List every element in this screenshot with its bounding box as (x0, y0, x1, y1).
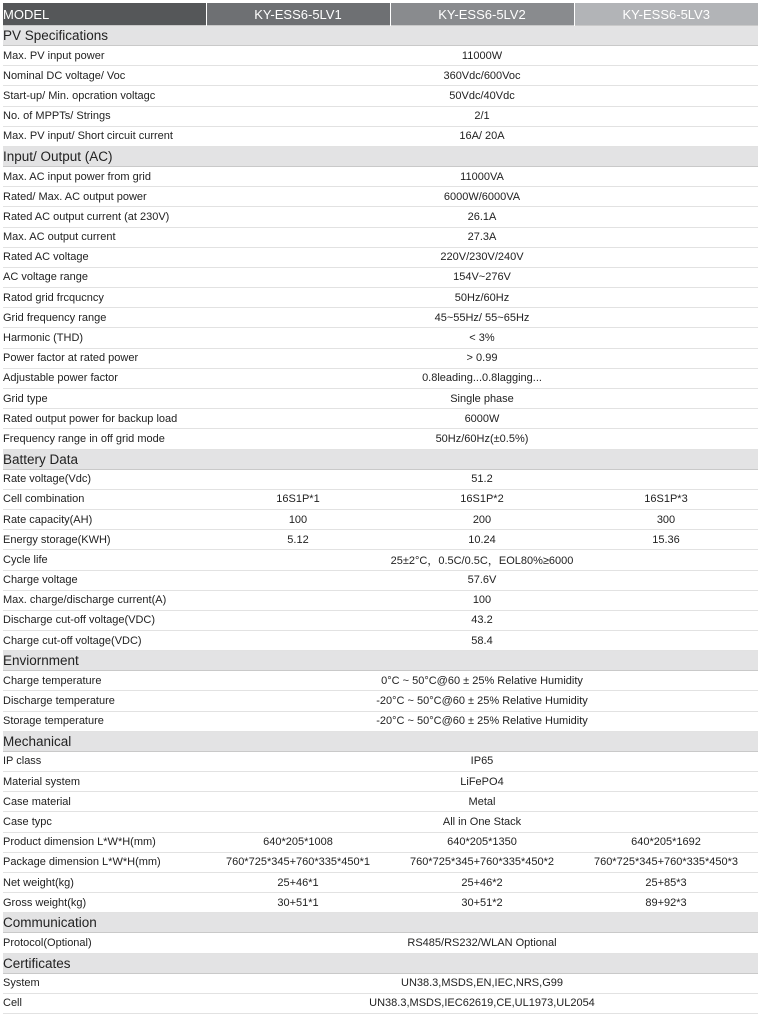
spec-label: Max. charge/discharge current(A) (3, 590, 206, 610)
section-header (3, 146, 758, 166)
spec-value: 27.3A (206, 227, 758, 247)
spec-row (3, 106, 758, 126)
spec-row (3, 933, 758, 953)
spec-row (3, 469, 758, 489)
spec-value-model-2: 25+46*2 (390, 872, 574, 892)
spec-label: Max. AC output current (3, 227, 206, 247)
spec-value: RS485/RS232/WLAN Optional (206, 933, 758, 953)
spec-row (3, 409, 758, 429)
spec-label: Charge cut-off voltage(VDC) (3, 631, 206, 651)
spec-row (3, 166, 758, 186)
spec-row (3, 368, 758, 388)
spec-value-model-2: 640*205*1350 (390, 832, 574, 852)
spec-value: 6000W/6000VA (206, 187, 758, 207)
spec-row (3, 772, 758, 792)
spec-table (3, 3, 758, 1014)
spec-value: -20°C ~ 50°C@60 ± 25% Relative Humidity (206, 691, 758, 711)
spec-value: 25±2°C，0.5C/0.5C，EOL80%≥6000 (206, 550, 758, 570)
spec-value: > 0.99 (206, 348, 758, 368)
spec-value-model-3: 25+85*3 (574, 872, 758, 892)
spec-row (3, 267, 758, 287)
spec-value: Single phase (206, 389, 758, 409)
spec-value: 45~55Hz/ 55~65Hz (206, 308, 758, 328)
spec-value: UN38.3,MSDS,EN,IEC,NRS,G99 (206, 973, 758, 993)
spec-value: < 3% (206, 328, 758, 348)
spec-value-model-3: 640*205*1692 (574, 832, 758, 852)
spec-value-model-1: 25+46*1 (206, 872, 390, 892)
spec-label: No. of MPPTs/ Strings (3, 106, 206, 126)
model-column-2: KY-ESS6-5LV2 (390, 3, 574, 26)
spec-label: Discharge temperature (3, 691, 206, 711)
spec-label: Storage temperature (3, 711, 206, 731)
spec-row (3, 570, 758, 590)
spec-body (3, 26, 758, 1014)
spec-label: Charge temperature (3, 671, 206, 691)
spec-row (3, 812, 758, 832)
spec-label: Max. PV input/ Short circuit current (3, 126, 206, 146)
spec-value: 50Hz/60Hz (206, 288, 758, 308)
spec-value: 26.1A (206, 207, 758, 227)
spec-label: AC voltage range (3, 267, 206, 287)
spec-label: Charge voltage (3, 570, 206, 590)
spec-value-model-1: 100 (206, 509, 390, 529)
spec-value: 58.4 (206, 631, 758, 651)
spec-value-model-1: 30+51*1 (206, 893, 390, 913)
section-title: Communication (3, 913, 758, 933)
spec-value-model-1: 16S1P*1 (206, 489, 390, 509)
spec-value: 11000W (206, 46, 758, 66)
spec-label: Rated AC output current (at 230V) (3, 207, 206, 227)
spec-value: 154V~276V (206, 267, 758, 287)
spec-value: 0°C ~ 50°C@60 ± 25% Relative Humidity (206, 671, 758, 691)
spec-label: IP class (3, 751, 206, 771)
spec-value-model-1: 5.12 (206, 530, 390, 550)
spec-value-model-2: 30+51*2 (390, 893, 574, 913)
spec-value: 50Hz/60Hz(±0.5%) (206, 429, 758, 449)
spec-row (3, 247, 758, 267)
model-header: MODEL (3, 3, 206, 26)
section-header (3, 26, 758, 46)
spec-label: Harmonic (THD) (3, 328, 206, 348)
spec-label: Cell (3, 993, 206, 1013)
spec-value-model-2: 10.24 (390, 530, 574, 550)
section-header (3, 731, 758, 751)
spec-label: Max. PV input power (3, 46, 206, 66)
spec-row (3, 530, 758, 550)
spec-value: 2/1 (206, 106, 758, 126)
spec-label: Power factor at rated power (3, 348, 206, 368)
spec-value: 50Vdc/40Vdc (206, 86, 758, 106)
spec-row (3, 993, 758, 1013)
spec-row (3, 66, 758, 86)
section-title: Certificates (3, 953, 758, 973)
spec-value: -20°C ~ 50°C@60 ± 25% Relative Humidity (206, 711, 758, 731)
spec-value: 11000VA (206, 166, 758, 186)
spec-label: Cell combination (3, 489, 206, 509)
spec-label: Frequency range in off grid mode (3, 429, 206, 449)
spec-value-model-3: 16S1P*3 (574, 489, 758, 509)
spec-row (3, 832, 758, 852)
spec-label: Product dimension L*W*H(mm) (3, 832, 206, 852)
spec-label: Max. AC input power from grid (3, 166, 206, 186)
spec-row (3, 550, 758, 570)
spec-value-model-3: 15.36 (574, 530, 758, 550)
spec-value-model-2: 760*725*345+760*335*450*2 (390, 852, 574, 872)
spec-label: Case material (3, 792, 206, 812)
spec-row (3, 872, 758, 892)
spec-label: Start-up/ Min. opcration voltagc (3, 86, 206, 106)
spec-label: Case typc (3, 812, 206, 832)
spec-value: All in One Stack (206, 812, 758, 832)
model-column-3: KY-ESS6-5LV3 (574, 3, 758, 26)
spec-row (3, 207, 758, 227)
spec-value-model-1: 640*205*1008 (206, 832, 390, 852)
section-header (3, 449, 758, 469)
spec-label: Nominal DC voltage/ Voc (3, 66, 206, 86)
spec-label: Adjustable power factor (3, 368, 206, 388)
spec-row (3, 691, 758, 711)
spec-row (3, 389, 758, 409)
section-header (3, 651, 758, 671)
spec-row (3, 711, 758, 731)
section-title: Mechanical (3, 731, 758, 751)
spec-label: Protocol(Optional) (3, 933, 206, 953)
spec-row (3, 631, 758, 651)
spec-row (3, 227, 758, 247)
spec-row (3, 509, 758, 529)
spec-row (3, 792, 758, 812)
section-header (3, 913, 758, 933)
section-title: Battery Data (3, 449, 758, 469)
spec-row (3, 590, 758, 610)
spec-row (3, 308, 758, 328)
spec-row (3, 288, 758, 308)
spec-value-model-3: 760*725*345+760*335*450*3 (574, 852, 758, 872)
spec-value: 16A/ 20A (206, 126, 758, 146)
spec-row (3, 610, 758, 630)
spec-label: Rate capacity(AH) (3, 509, 206, 529)
section-header (3, 953, 758, 973)
spec-value-model-2: 200 (390, 509, 574, 529)
spec-value: 220V/230V/240V (206, 247, 758, 267)
spec-row (3, 489, 758, 509)
spec-label: Gross weight(kg) (3, 893, 206, 913)
model-column-1: KY-ESS6-5LV1 (206, 3, 390, 26)
spec-value: 57.6V (206, 570, 758, 590)
section-title: Enviornment (3, 651, 758, 671)
spec-value: 51.2 (206, 469, 758, 489)
spec-value: IP65 (206, 751, 758, 771)
spec-label: Package dimension L*W*H(mm) (3, 852, 206, 872)
spec-row (3, 46, 758, 66)
spec-label: Grid frequency range (3, 308, 206, 328)
spec-value-model-3: 300 (574, 509, 758, 529)
spec-row (3, 126, 758, 146)
spec-value: 100 (206, 590, 758, 610)
spec-value: 360Vdc/600Voc (206, 66, 758, 86)
section-title: Input/ Output (AC) (3, 146, 758, 166)
spec-row (3, 852, 758, 872)
spec-row (3, 671, 758, 691)
spec-label: Grid type (3, 389, 206, 409)
spec-value: 43.2 (206, 610, 758, 630)
spec-value: 6000W (206, 409, 758, 429)
spec-label: Discharge cut-off voltage(VDC) (3, 610, 206, 630)
spec-label: Cycle life (3, 550, 206, 570)
spec-label: Rated/ Max. AC output power (3, 187, 206, 207)
spec-value: UN38.3,MSDS,IEC62619,CE,UL1973,UL2054 (206, 993, 758, 1013)
spec-value: LiFePO4 (206, 772, 758, 792)
spec-row (3, 973, 758, 993)
spec-label: Material system (3, 772, 206, 792)
spec-label: Energy storage(KWH) (3, 530, 206, 550)
spec-value-model-2: 16S1P*2 (390, 489, 574, 509)
spec-row (3, 429, 758, 449)
section-title: PV Specifications (3, 26, 758, 46)
spec-row (3, 893, 758, 913)
spec-row (3, 187, 758, 207)
spec-value: 0.8leading...0.8lagging... (206, 368, 758, 388)
spec-label: Rate voltage(Vdc) (3, 469, 206, 489)
spec-row (3, 348, 758, 368)
spec-label: Rated AC voltage (3, 247, 206, 267)
spec-row (3, 328, 758, 348)
spec-label: Net weight(kg) (3, 872, 206, 892)
spec-value: Metal (206, 792, 758, 812)
spec-label: System (3, 973, 206, 993)
spec-row (3, 86, 758, 106)
spec-value-model-3: 89+92*3 (574, 893, 758, 913)
spec-label: Rated output power for backup load (3, 409, 206, 429)
spec-label: Ratod grid frcqucncy (3, 288, 206, 308)
header-row (3, 3, 758, 26)
spec-row (3, 751, 758, 771)
spec-value-model-1: 760*725*345+760*335*450*1 (206, 852, 390, 872)
